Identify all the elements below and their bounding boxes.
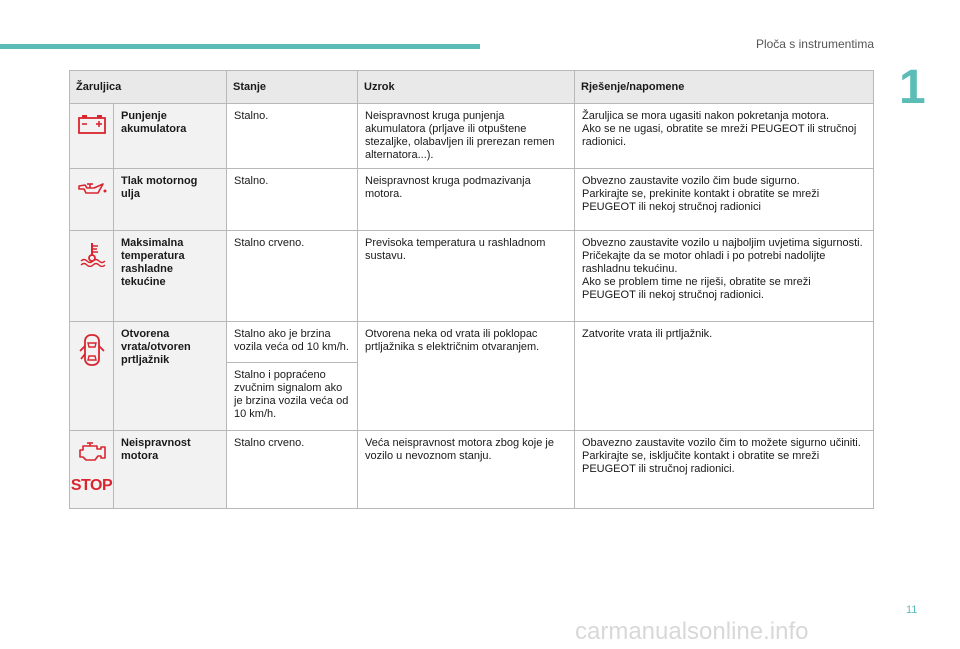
page-number: 11 (906, 604, 918, 616)
light-solution (575, 169, 874, 231)
light-solution (575, 322, 874, 431)
door-open-icon (70, 332, 113, 368)
light-name: Maksimalna temperatura rashladne tekućine (114, 231, 227, 322)
icon-cell (70, 104, 114, 169)
solution-line: Zatvorite vrata ili prtljažnik. (582, 328, 713, 340)
light-state: Stalno ako je brzina vozila veća od 10 km/h. (227, 322, 358, 363)
light-cause: Previsoka temperatura u rashladnom sustavu. (358, 231, 575, 322)
table-header-row (70, 71, 874, 104)
chapter-number: 1 (899, 61, 926, 114)
oil-can-icon (70, 179, 113, 197)
light-state: Stalno i popraćeno zvučnim signalom ako je brzina vozila veća od 10 km/h. (227, 363, 358, 431)
icon-cell (70, 322, 114, 431)
column-header-state: Stanje (227, 71, 358, 104)
light-state: Stalno. (227, 169, 358, 231)
table-row (70, 231, 874, 322)
light-solution (575, 104, 874, 169)
light-cause: Neispravnost kruga punjenja akumulatora (prljave ili otpuštene stezaljke, olabavljen ili prerezan remen alternatora...). (358, 104, 575, 169)
table-row (70, 104, 874, 169)
light-cause: Neispravnost kruga podmazivanja motora. (358, 169, 575, 231)
icon-cell (70, 169, 114, 231)
light-name: Tlak motornog ulja (114, 169, 227, 231)
light-name: Punjenje akumulatora (114, 104, 227, 169)
solution-line: Žaruljica se mora ugasiti nakon pokretanja motora. (582, 110, 830, 122)
solution-line: Obvezno zaustavite vozilo čim bude sigurno. (582, 175, 800, 187)
icon-cell (70, 431, 114, 509)
header-accent-bar (0, 44, 480, 49)
column-header-light: Žaruljica (70, 71, 227, 104)
engine-malfunction-icon (70, 441, 113, 463)
battery-icon (70, 114, 113, 134)
section-title: Ploča s instrumentima (755, 37, 874, 51)
solution-line: Pričekajte da se motor ohladi i po potrebi nadolijte rashladnu tekućinu. (582, 250, 826, 275)
light-solution (575, 431, 874, 509)
light-solution (575, 231, 874, 322)
solution-line: Obavezno zaustavite vozilo čim to možete sigurno učiniti. (582, 437, 861, 449)
solution-line: Obvezno zaustavite vozilo u najboljim uvjetima sigurnosti. (582, 237, 863, 249)
light-state: Stalno. (227, 104, 358, 169)
stop-icon: STOP (70, 477, 113, 494)
light-cause: Veća neispravnost motora zbog koje je vozilo u nevoznom stanju. (358, 431, 575, 509)
solution-line: Ako se problem time ne riješi, obratite se mreži PEUGEOT ili nekoj stručnoj radionici. (582, 276, 811, 301)
column-header-cause: Uzrok (358, 71, 575, 104)
column-header-solution: Rješenje/napomene (575, 71, 874, 104)
light-cause: Otvorena neka od vrata ili poklopac prtljažnika s električnim otvaranjem. (358, 322, 575, 431)
solution-line: Parkirajte se, prekinite kontakt i obratite se mreži PEUGEOT ili nekoj stručnoj radionici (582, 188, 820, 213)
light-name: Neispravnost motora (114, 431, 227, 509)
light-state: Stalno crveno. (227, 431, 358, 509)
warning-lights-table (69, 70, 874, 509)
table-row (70, 431, 874, 509)
light-state: Stalno crveno. (227, 231, 358, 322)
coolant-temperature-icon (70, 241, 113, 267)
table-row (70, 169, 874, 231)
watermark: carmanualsonline.info (575, 618, 809, 645)
table-row (70, 322, 874, 363)
solution-line: Parkirajte se, isključite kontakt i obratite se mreži PEUGEOT ili stručnoj radionici. (582, 450, 820, 475)
solution-line: Ako se ne ugasi, obratite se mreži PEUGEOT ili stručnoj radionici. (582, 123, 857, 148)
light-name: Otvorena vrata/otvoren prtljažnik (114, 322, 227, 431)
icon-cell (70, 231, 114, 322)
